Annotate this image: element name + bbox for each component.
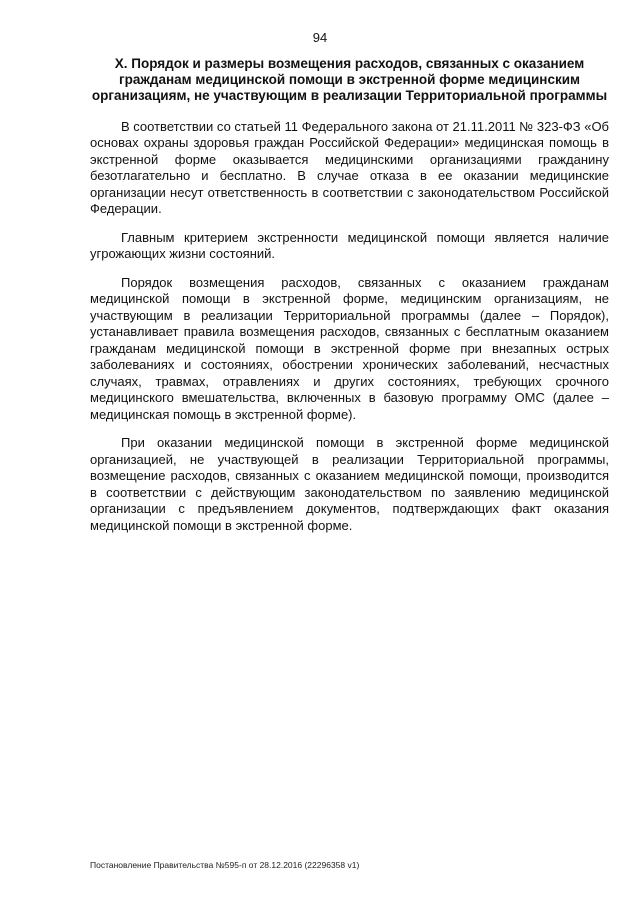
- footer-document-reference: Постановление Правительства №595-п от 28.12.2016 (22296358 v1): [90, 860, 360, 870]
- paragraph-legal-basis: В соответствии со статьей 11 Федерального закона от 21.11.2011 № 323-ФЗ «Об основах охраны здоровья граждан Российской Федерации» медицинская помощь в экстренной форме оказывается медицинскими организациями гражданину безотлагательно и бесплатно. В случае отказа в ее оказании медицинские организации несут ответственность в соответствии с законодательством Российской Федерации.: [90, 118, 610, 217]
- page-number: 94: [312, 30, 328, 45]
- section-title: X. Порядок и размеры возмещения расходов, связанных с оказанием гражданам медицинской помощи в экстренной форме медицинским организациям, не участвующим в реализации Территориальной программы: [91, 56, 608, 104]
- paragraph-reimbursement: При оказании медицинской помощи в экстренной форме медицинской организацией, не участвующей в реализации Территориальной программы, возмещение расходов, связанных с оказанием медицинской помощи, производится в соответствии с действующим законодательством по заявлению медицинской организации с предъявлением документов, подтверждающих факт оказания медицинской помощи в экстренной форме.: [90, 435, 609, 533]
- paragraph-criterion: Главным критерием экстренности медицинской помощи является наличие угрожающих жизни состояний.: [90, 229, 609, 262]
- document-body: [90, 56, 609, 546]
- paragraph-procedure: Порядок возмещения расходов, связанных с оказанием гражданам медицинской помощи в экстренной форме, медицинским организациям, не участвующим в реализации Территориальной программы (далее – Порядок), устанавливает правила возмещения расходов, связанных с бесплатным оказанием гражданам медицинской помощи в экстренной форме при внезапных острых заболеваниях и состояниях, обострении хронических заболеваний, несчастных случаях, травмах, отравлениях и других состояниях, требующих срочного медицинского вмешательства, включенных в базовую программу ОМС (далее – медицинская помощь в экстренной форме).: [90, 274, 609, 422]
